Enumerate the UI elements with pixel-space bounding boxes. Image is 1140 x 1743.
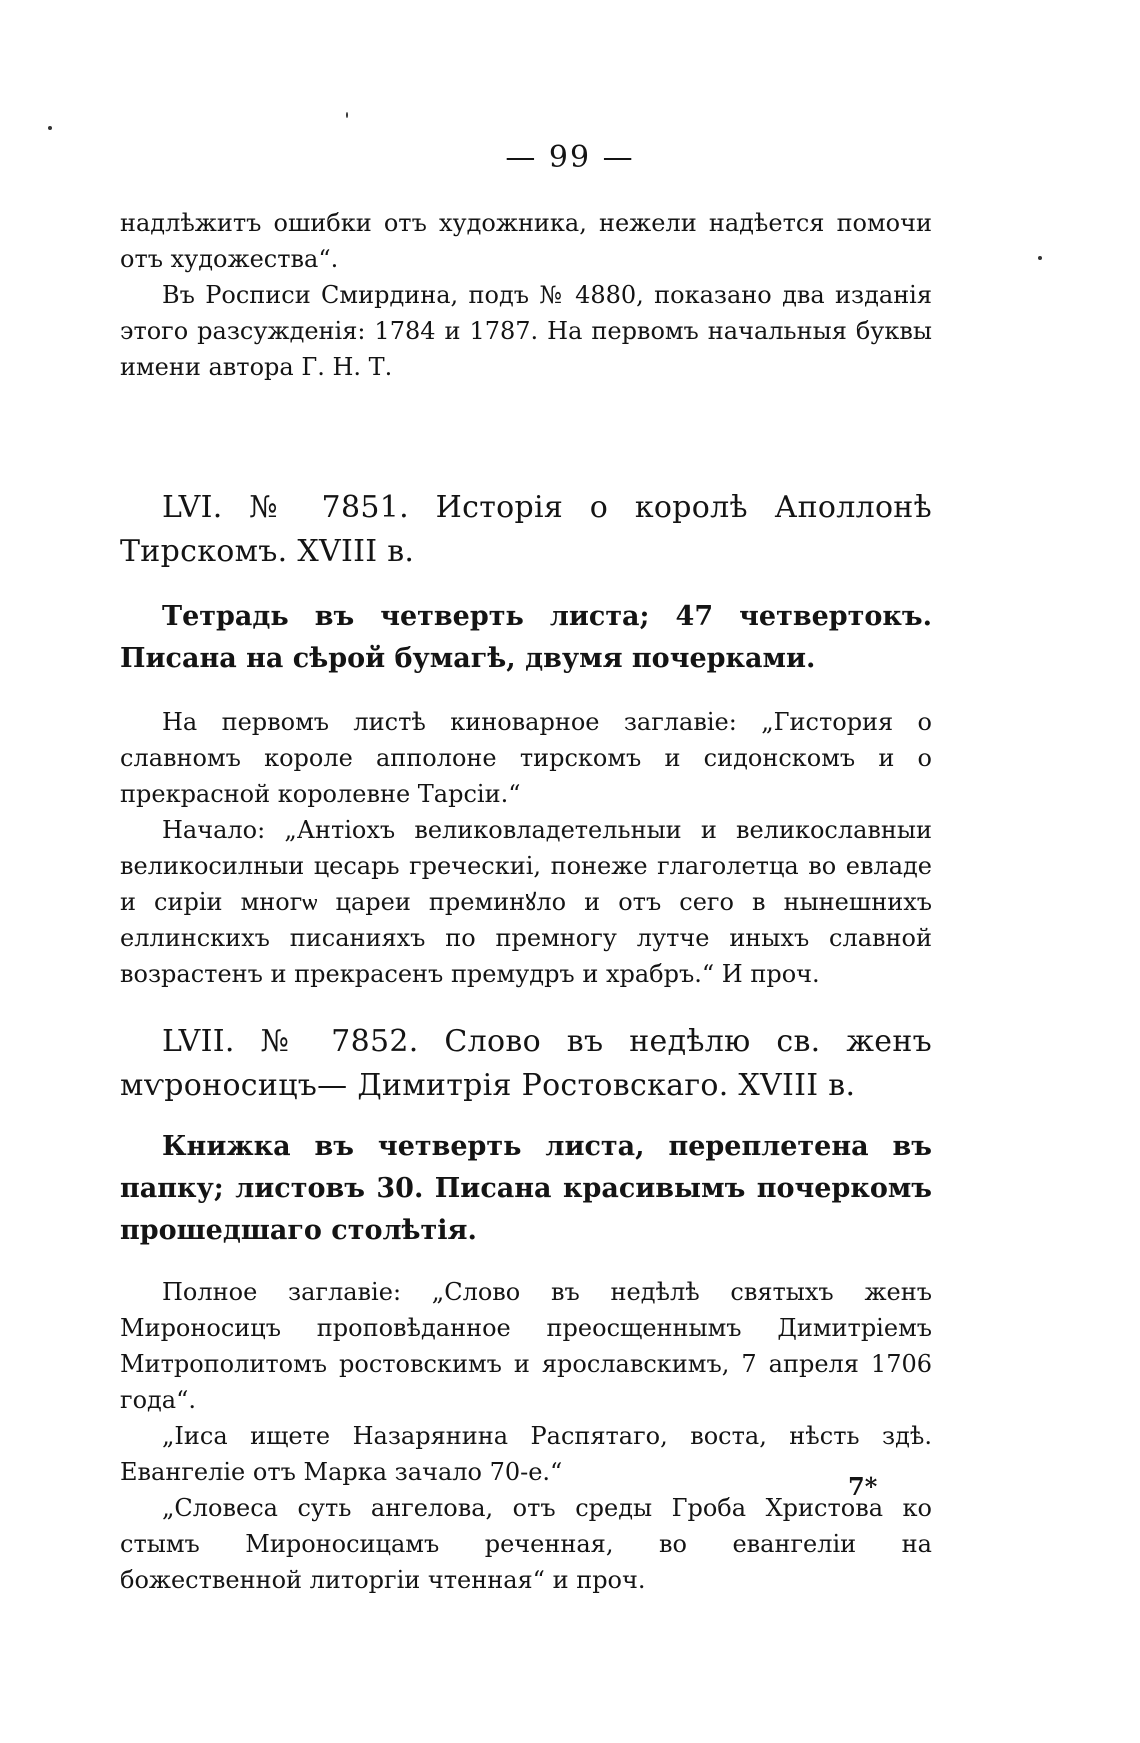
entry-lvi (120, 486, 932, 992)
page-number: — 99 — (505, 140, 635, 175)
entry-lvi-description: Тетрадь въ четверть листа; 47 четвертокъ. Писана на сѣрой бумагѣ, двумя почерками. (120, 601, 932, 674)
intro-block (120, 205, 932, 385)
print-speck (48, 126, 52, 130)
entry-lvi-heading: LVI. № 7851. Исторія о королѣ Аполлонѣ Тирскомъ. XVIII в. (120, 490, 932, 569)
entry-lvi-title-note: На первомъ листѣ киноварное заглавіе: „Гистория о славномъ короле апполоне тирскомъ и сидонскомъ и о прекрасной королевне Тарсіи.“ (120, 708, 932, 808)
entry-lvii-quote-two: „Словеса суть ангелова, отъ среды Гроба Христова ко стымъ Мироносицамъ реченная, во евангеліи на божественной литоргіи чтенная“ и проч. (120, 1494, 932, 1594)
intro-continuation: надлѣжитъ ошибки отъ художника, нежели надѣется помочи отъ художества“. (120, 209, 932, 273)
signature-mark: 7* (848, 1472, 878, 1501)
print-speck (346, 112, 348, 118)
entry-lvi-incipit: Начало: „Антіохъ великовладетельныи и великославныи великосилныи цесарь греческиі, понеже глаголетца во евладе и сиріи многѡ цареи преминꙋло и отъ сего в нынешнихъ еллинскихъ писанияхъ по премногу лутче иныхъ славной возрастенъ и прекрасенъ премудръ и храбръ.“ И проч. (120, 816, 932, 988)
entry-lvii-heading: LVII. № 7852. Слово въ недѣлю св. женъ мѵроносицъ— Димитрія Ростовскаго. XVIII в. (120, 1024, 932, 1103)
entry-lvii-quote-one: „Іиса ищете Назарянина Распятаго, воста, нѣсть здѣ. Евангеліе отъ Марка зачало 70-е.“ (120, 1422, 932, 1486)
intro-paragraph: Въ Росписи Смирдина, подъ № 4880, показано два изданія этого разсужденія: 1784 и 1787. На первомъ начальныя буквы имени автора Г. Н. Т. (120, 281, 932, 381)
entry-lvii-description: Книжка въ четверть листа, переплетена въ папку; листовъ 30. Писана красивымъ почеркомъ прошедшаго столѣтія. (120, 1131, 932, 1246)
entry-lvii-full-title: Полное заглавіе: „Слово въ недѣлѣ святыхъ женъ Мироносицъ проповѣданное преосщеннымъ Димитріемъ Митрополитомъ ростовскимъ и ярославскимъ, 7 апреля 1706 года“. (120, 1278, 932, 1414)
print-speck (1038, 256, 1042, 260)
entry-lvii (120, 1020, 932, 1598)
